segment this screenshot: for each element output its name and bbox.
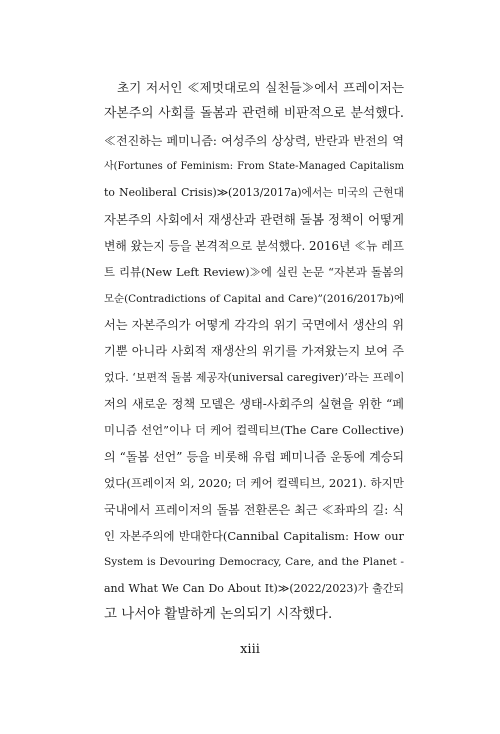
- text-line: ≪전진하는 페미니즘: 여성주의 상상력, 반란과 반전의 역: [104, 133, 404, 148]
- text-line: 변해 왔는지 등을 본격적으로 분석했다. 2016년 ≪뉴 레프: [104, 239, 404, 254]
- text-line: 사(Fortunes of Feminism: From State-Managed Capitalism: [104, 161, 404, 173]
- text-line: to Neoliberal Crisis)≫(2013/2017a)에서는 미국의 근현대: [104, 186, 404, 200]
- text-line: 인 자본주의에 반대한다(Cannibal Capitalism: How our: [104, 528, 404, 543]
- text-line: 모순(Contradictions of Capital and Care)”(2016/2017b)에: [104, 292, 404, 305]
- body-paragraph: [104, 75, 404, 628]
- text-line: 트 리뷰(New Left Review)≫에 실린 논문 “자본과 돌봄의: [104, 265, 404, 280]
- text-line: 었다(프레이저 외, 2020; 더 케어 컬렉티브, 2021). 하지만: [104, 476, 404, 491]
- text-line: 국내에서 프레이저의 돌봄 전환론은 최근 ≪좌파의 길: 식: [104, 502, 404, 517]
- text-line: 서는 자본주의가 어떻게 각각의 위기 국면에서 생산의 위: [104, 318, 404, 333]
- text-line: 의 “돌봄 선언” 등을 비롯해 유럽 페미니즘 운동에 계승되: [104, 449, 404, 464]
- text-line: 기뿐 아니라 사회적 재생산의 위기를 가져왔는지 보여 주: [104, 344, 404, 359]
- text-line: System is Devouring Democracy, Care, and the Planet -: [104, 556, 404, 569]
- text-line: and What We Can Do About It)≫(2022/2023)가 출간되: [104, 581, 404, 595]
- text-line: 초기 저서인 ≪제멋대로의 실천들≫에서 프레이저는: [117, 80, 404, 95]
- text-line: 자본주의 사회를 돌봄과 관련해 비판적으로 분석했다.: [104, 106, 404, 122]
- text-line: 미니즘 선언”이나 더 케어 컬렉티브(The Care Collective): [104, 423, 404, 438]
- text-line: 고 나서야 활발하게 논의되기 시작했다.: [104, 606, 333, 622]
- page-number: xiii: [240, 642, 260, 657]
- text-line: 자본주의 사회에서 재생산과 관련해 돌봄 정책이 어떻게: [104, 211, 404, 227]
- text-line: 었다. ‘보편적 돌봄 제공자(universal caregiver)’라는 프레이: [104, 370, 405, 384]
- text-line: 저의 새로운 정책 모델은 생태-사회주의 실현을 위한 “페: [104, 397, 404, 412]
